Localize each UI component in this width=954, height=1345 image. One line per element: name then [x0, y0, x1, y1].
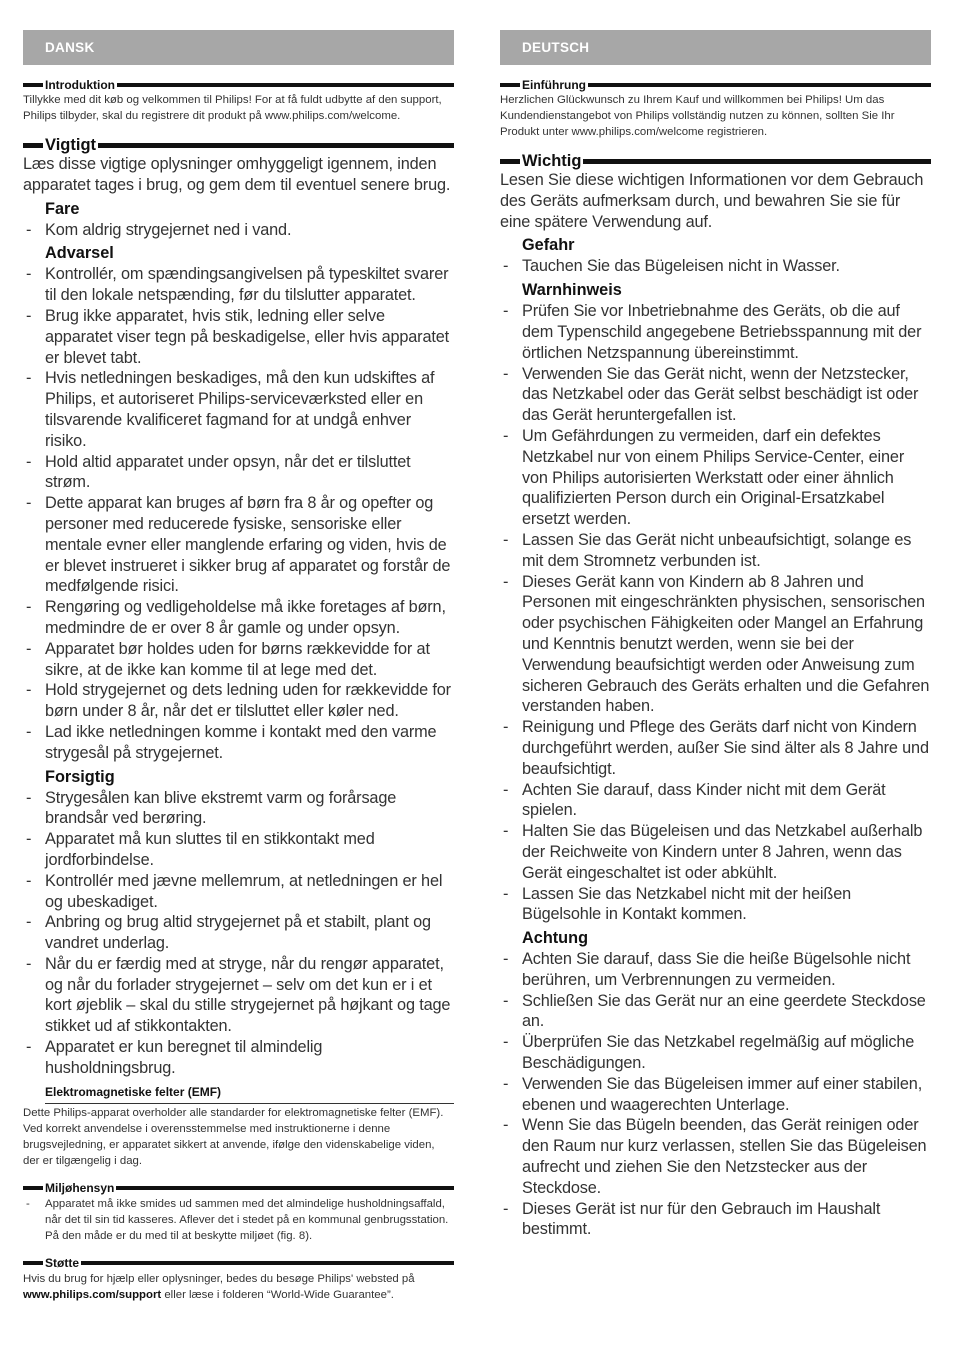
list-item: - Dette apparat kan bruges af børn fra 8 år og opefter og personer med reducerede fysiske, sensoriske eller mentale evner eller manglende erfaring og viden, hvis de er blevet instrueret i sikker brug af apparatet og forstår de medfølgende risici.: [23, 493, 454, 597]
list-item: - Überprüfen Sie das Netzkabel regelmäßig auf mögliche Beschädigungen.: [500, 1032, 931, 1074]
list-item: - Achten Sie darauf, dass Sie die heiße Bügelsohle nicht berühren, um Verbrennungen zu vermeiden.: [500, 949, 931, 991]
miljo-list: [23, 1196, 454, 1244]
list-item: - Halten Sie das Bügeleisen und das Netzkabel außerhalb der Reichweite von Kindern unter 8 Jahren, wenn das Gerät eingeschaltet ist oder abkühlt.: [500, 821, 931, 883]
wichtig-text: Lesen Sie diese wichtigen Informationen vor dem Gebrauch des Geräts aufmerksam durch, und bewahren Sie sie für eine spätere Verwendung auf.: [500, 171, 924, 231]
section-heading-miljohensyn: [23, 1182, 454, 1195]
heading-bar-right: [588, 83, 931, 87]
list-item: - Um Gefährdungen zu vermeiden, darf ein defektes Netzkabel nur von einem Philips Service-Center, einer von Philips autorisierten Werkstatt oder einer ähnlich qualifizierten Person durch ein Original-Ersatzkabel ersetzt werden.: [500, 426, 931, 530]
list-item: - Brug ikke apparatet, hvis stik, ledning eller selve apparatet viser tegn på beskadigelse, eller hvis apparatet er blevet tabt.: [23, 306, 454, 368]
list-item: - Apparatet er kun beregnet til almindelig husholdningsbrug.: [23, 1037, 454, 1079]
heading-bar-left: [23, 143, 43, 148]
gefahr-list: [500, 256, 931, 277]
heading-label: Vigtigt: [45, 135, 97, 154]
list-item: - Lad ikke netledningen komme i kontakt med den varme strygesål på strygejernet.: [23, 722, 454, 764]
heading-bar-right: [583, 159, 931, 164]
section-heading-wichtig: [500, 152, 931, 170]
forsigtig-list: [23, 788, 454, 1079]
stotte-text-pre: Hvis du brug for hjælp eller oplysninger, bedes du besøge Philips' websted på: [23, 1272, 415, 1285]
subheading-fare: Fare: [45, 199, 80, 218]
heading-label: Støtte: [45, 1256, 79, 1271]
list-item: - Apparatet må ikke smides ud sammen med det almindelige husholdningsaffald, når det til sin tid kasseres. Aflever det i stedet på en kommunal genbrugsstation. På den måde er du med til at beskytte miljøet (fig. 8).: [23, 1196, 454, 1244]
subheading-achtung: Achtung: [522, 929, 589, 948]
advarsel-list: [23, 264, 454, 763]
heading-bar-left: [23, 1186, 43, 1190]
list-item: - Prüfen Sie vor Inbetriebnahme des Geräts, ob die auf dem Typenschild angegebene Betriebsspannung mit der örtlichen Netzspannung übereinstimmt.: [500, 301, 931, 363]
list-item: - Hold altid apparatet under opsyn, når det er tilsluttet strøm.: [23, 452, 454, 494]
section-heading-introduktion: [23, 78, 454, 91]
heading-bar-left: [23, 1261, 43, 1265]
stotte-text: [23, 1271, 454, 1303]
emf-text: Dette Philips-apparat overholder alle standarder for elektromagnetiske felter (EMF). Ved korrekt anvendelse i overensstemmelse med instruktionerne i denne brugsvejledning, er apparatet sikkert at anvende, ifølge den videnskabelige viden, der er tilgængelig i dag.: [23, 1106, 444, 1167]
dansk-column: [23, 30, 454, 1303]
list-item: - Hold strygejernet og dets ledning uden for rækkevidde for børn under 8 år, når det er tilsluttet eller køler ned.: [23, 680, 454, 722]
fare-list: [23, 220, 454, 241]
stotte-text-post: eller læse i folderen “World-Wide Guarantee”.: [161, 1288, 394, 1301]
list-item: - Rengøring og vedligeholdelse må ikke foretages af børn, medmindre de er over 8 år gamle og under opsyn.: [23, 597, 454, 639]
list-item: - Når du er færdig med at stryge, når du rengør apparatet, og når du forlader strygejernet – selv om det kun er i et kort øjeblik – skal du stille strygejernet på højkant og tage stikket ud af stikkontakten.: [23, 954, 454, 1037]
list-item: - Achten Sie darauf, dass Kinder nicht mit dem Gerät spielen.: [500, 780, 931, 822]
heading-bar-right: [116, 1186, 454, 1190]
list-item: - Strygesålen kan blive ekstremt varm og forårsage brandsår ved berøring.: [23, 788, 454, 830]
heading-bar-right: [98, 143, 454, 148]
heading-bar-right: [117, 83, 454, 87]
language-header-dansk: DANSK: [23, 30, 454, 65]
heading-bar-left: [500, 159, 520, 164]
section-heading-vigtigt: [23, 136, 454, 154]
heading-label: Introduktion: [45, 77, 115, 92]
heading-label: Wichtig: [522, 151, 582, 170]
language-header-deutsch: DEUTSCH: [500, 30, 931, 65]
list-item: - Apparatet må kun sluttes til en stikkontakt med jordforbindelse.: [23, 829, 454, 871]
list-item: - Kontrollér med jævne mellemrum, at netledningen er hel og ubeskadiget.: [23, 871, 454, 913]
heading-label: Miljøhensyn: [45, 1181, 115, 1196]
list-item: - Dieses Gerät ist nur für den Gebrauch im Haushalt bestimmt.: [500, 1199, 931, 1241]
achtung-list: [500, 949, 931, 1240]
deutsch-column: [500, 30, 931, 1240]
heading-bar-left: [23, 83, 43, 87]
subheading-warnhinweis: Warnhinweis: [522, 281, 622, 300]
section-heading-einfuehrung: [500, 78, 931, 91]
list-item: - Kontrollér, om spændingsangivelsen på typeskiltet svarer til den lokale netspænding, før du tilslutter apparatet.: [23, 264, 454, 306]
list-item: - Hvis netledningen beskadiges, må den kun udskiftes af Philips, et autoriseret Philips-serviceværksted eller en tilsvarende kvalificeret fagmand for at undgå enhver risiko.: [23, 368, 454, 451]
emf-heading: Elektromagnetiske felter (EMF): [45, 1085, 454, 1104]
warnhinweis-list: [500, 301, 931, 925]
list-item: - Kom aldrig strygejernet ned i vand.: [23, 220, 454, 241]
support-link[interactable]: www.philips.com/support: [23, 1288, 162, 1301]
list-item: - Verwenden Sie das Bügeleisen immer auf einer stabilen, ebenen und waagerechten Unterlage.: [500, 1074, 931, 1116]
list-item: - Reinigung und Pflege des Geräts darf nicht von Kindern durchgeführt werden, außer Sie sind älter als 8 Jahre und beaufsichtigt.: [500, 717, 931, 779]
list-item: - Anbring og brug altid strygejernet på et stabilt, plant og vandret underlag.: [23, 912, 454, 954]
subheading-forsigtig: Forsigtig: [45, 767, 115, 786]
list-item: - Apparatet bør holdes uden for børns rækkevidde for at sikre, at de ikke kan komme til at lege med det.: [23, 639, 454, 681]
subheading-advarsel: Advarsel: [45, 244, 114, 263]
heading-bar-left: [500, 83, 520, 87]
list-item: - Lassen Sie das Netzkabel nicht mit der heißen Bügelsohle in Kontakt kommen.: [500, 884, 931, 926]
section-heading-stotte: [23, 1257, 454, 1270]
list-item: - Dieses Gerät kann von Kindern ab 8 Jahren und Personen mit eingeschränkten physischen, sensorischen oder psychischen Fähigkeiten oder Mangel an Erfahrung und Kenntnis benutzt werden, wenn sie bei der Verwendung beaufsichtigt werden oder Anweisung zum sicheren Gebrauch des Geräts erhalten und die Gefahren verstanden haben.: [500, 572, 931, 718]
subheading-gefahr: Gefahr: [522, 236, 575, 255]
list-item: - Verwenden Sie das Gerät nicht, wenn der Netzstecker, das Netzkabel oder das Gerät selbst beschädigt ist oder das Gerät heruntergefallen ist.: [500, 364, 931, 426]
list-item: - Schließen Sie das Gerät nur an eine geerdete Steckdose an.: [500, 991, 931, 1033]
list-item: - Tauchen Sie das Bügeleisen nicht in Wasser.: [500, 256, 931, 277]
vigtigt-text: Læs disse vigtige oplysninger omhyggeligt igennem, inden apparatet tages i brug, og gem dem til eventuel senere brug.: [23, 155, 451, 194]
intro-text: Tillykke med dit køb og velkommen til Philips! For at få fuldt udbytte af den support, Philips tilbyder, skal du registrere dit produkt på www.philips.com/welcome.: [23, 94, 442, 122]
list-item: - Wenn Sie das Bügeln beenden, das Gerät reinigen oder den Raum nur kurz verlassen, stellen Sie das Bügeleisen aufrecht und ziehen Sie den Netzstecker aus der Steckdose.: [500, 1115, 931, 1198]
heading-label: Einführung: [522, 77, 586, 92]
list-item: - Lassen Sie das Gerät nicht unbeaufsichtigt, solange es mit dem Stromnetz verbunden ist.: [500, 530, 931, 572]
intro-text: Herzlichen Glückwunsch zu Ihrem Kauf und willkommen bei Philips! Um das Kundendienstangebot von Philips vollständig nutzen zu können, sollten Sie Ihr Produkt unter www.philips.com/welcome registrieren.: [500, 94, 895, 138]
heading-bar-right: [81, 1261, 454, 1265]
